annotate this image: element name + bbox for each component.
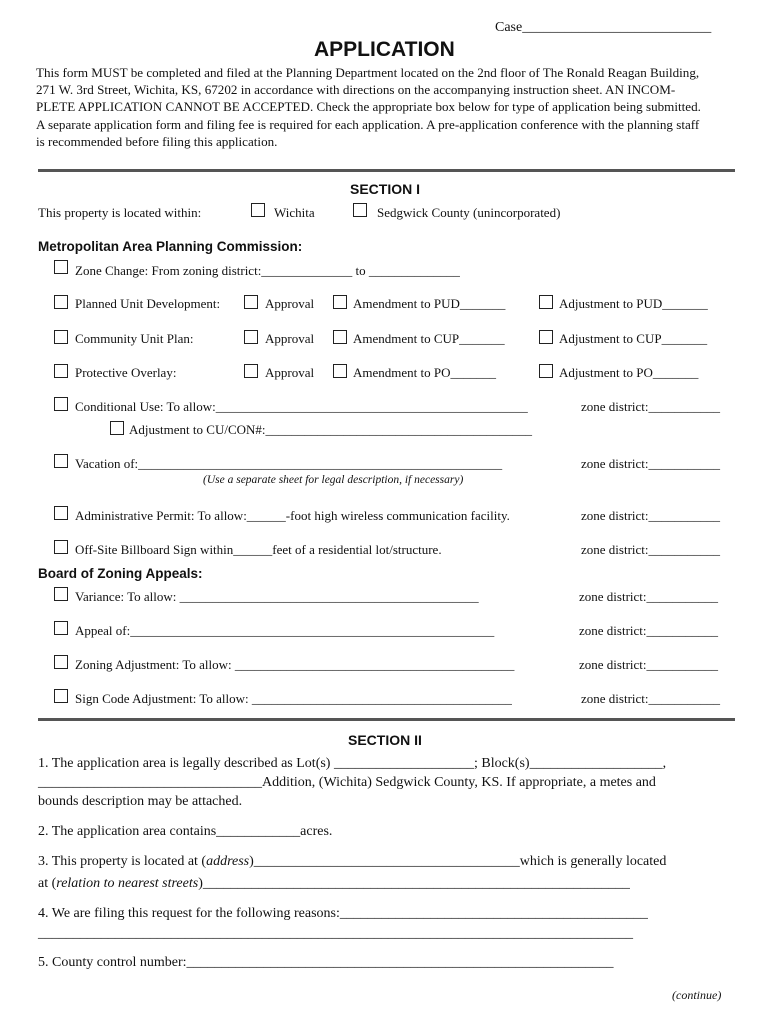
vacation-field[interactable]: Vacation of:________________________________________________________: [75, 456, 503, 471]
cup-label: Community Unit Plan:: [75, 331, 194, 346]
intro-line: This form MUST be completed and filed at the Planning Department located on the 2nd floor of The Ronald Reagan Building,: [36, 65, 700, 80]
cup-adjustment-checkbox[interactable]: [539, 330, 553, 344]
cup-approval-checkbox[interactable]: [244, 330, 258, 344]
sedgwick-county-label: Sedgwick County (unincorporated): [377, 205, 561, 220]
po-label: Protective Overlay:: [75, 365, 177, 380]
adjustment-cu-checkbox[interactable]: [110, 421, 124, 435]
case-number-field[interactable]: Case___________________________: [495, 20, 712, 35]
intro-line: 271 W. 3rd Street, Wichita, KS, 67202 in accordance with directions on the accompanying instruction sheet. AN INCOM-: [36, 82, 676, 98]
address-field[interactable]: 3. This property is located at (address)______________________________________which is generally located: [38, 854, 667, 869]
po-approval-checkbox[interactable]: [244, 364, 258, 378]
admin-permit-checkbox[interactable]: [54, 506, 68, 520]
conditional-use-field[interactable]: Conditional Use: To allow:________________________________________________: [75, 399, 528, 414]
po-adjustment-checkbox[interactable]: [539, 364, 553, 378]
pud-label: Planned Unit Development:: [75, 296, 221, 311]
location-label: This property is located within:: [38, 205, 202, 220]
acres-field[interactable]: 2. The application area contains____________acres.: [38, 824, 333, 839]
sedgwick-county-checkbox[interactable]: [353, 203, 367, 217]
po-adjustment-field[interactable]: Adjustment to PO_______: [559, 365, 699, 380]
billboard-checkbox[interactable]: [54, 540, 68, 554]
zoning-adjustment-field[interactable]: Zoning Adjustment: To allow: ___________________________________________: [75, 657, 515, 672]
po-amendment-field[interactable]: Amendment to PO_______: [353, 365, 496, 380]
pud-adjustment-field[interactable]: Adjustment to PUD_______: [559, 296, 708, 311]
zone-change-checkbox[interactable]: [54, 260, 68, 274]
continue-note: (continue): [672, 988, 722, 1002]
sign-code-field[interactable]: Sign Code Adjustment: To allow: ________________________________________: [75, 691, 512, 706]
po-amendment-checkbox[interactable]: [333, 364, 347, 378]
adjustment-cu-field[interactable]: Adjustment to CU/CON#:_________________________________________: [129, 422, 533, 437]
intro-line: A separate application form and filing fee is required for each application. A pre-application conference with the planning staff: [36, 116, 700, 132]
variance-field[interactable]: Variance: To allow: ______________________________________________: [75, 589, 479, 604]
section-2-title: SECTION II: [348, 732, 422, 748]
billboard-field[interactable]: Off-Site Billboard Sign within______feet of a residential lot/structure.: [75, 542, 442, 557]
section-1-title: SECTION I: [350, 181, 421, 197]
reasons-field[interactable]: 4. We are filing this request for the following reasons:____________________________________________: [38, 906, 648, 921]
zone-district-field[interactable]: zone district:___________: [581, 542, 721, 557]
cup-amendment-field[interactable]: Amendment to CUP_______: [353, 331, 505, 346]
reasons-field-line-2[interactable]: _____________________________________________________________________________________: [38, 926, 633, 941]
county-control-number-field[interactable]: 5. County control number:_____________________________________________________________: [38, 955, 614, 970]
section-divider: [38, 169, 735, 172]
sign-code-checkbox[interactable]: [54, 689, 68, 703]
section-divider: [38, 718, 735, 721]
intro-paragraph: [36, 64, 742, 150]
q1-note: bounds description may be attached.: [38, 794, 243, 809]
intro-line: is recommended before filing this application.: [36, 133, 278, 149]
zoning-adjustment-checkbox[interactable]: [54, 655, 68, 669]
zone-district-field[interactable]: zone district:___________: [581, 456, 721, 471]
zone-district-field[interactable]: zone district:___________: [581, 508, 721, 523]
zone-district-field[interactable]: zone district:___________: [581, 691, 721, 706]
cup-checkbox[interactable]: [54, 330, 68, 344]
vacation-checkbox[interactable]: [54, 454, 68, 468]
zone-district-field[interactable]: zone district:___________: [579, 657, 719, 672]
pud-approval-checkbox[interactable]: [244, 295, 258, 309]
pud-approval-label: Approval: [265, 296, 315, 311]
appeal-checkbox[interactable]: [54, 621, 68, 635]
mapc-heading: Metropolitan Area Planning Commission:: [38, 239, 303, 254]
po-checkbox[interactable]: [54, 364, 68, 378]
pud-amendment-checkbox[interactable]: [333, 295, 347, 309]
zone-district-field[interactable]: zone district:___________: [579, 623, 719, 638]
po-approval-label: Approval: [265, 365, 315, 380]
conditional-use-checkbox[interactable]: [54, 397, 68, 411]
addition-field[interactable]: ________________________________Addition, (Wichita) Sedgwick County, KS. If appropriate, a metes and: [38, 775, 656, 790]
pud-adjustment-checkbox[interactable]: [539, 295, 553, 309]
cup-approval-label: Approval: [265, 331, 315, 346]
zone-change-field[interactable]: Zone Change: From zoning district:______________ to ______________: [75, 263, 460, 278]
wichita-checkbox[interactable]: [251, 203, 265, 217]
admin-permit-field[interactable]: Administrative Permit: To allow:______-foot high wireless communication facility.: [75, 508, 510, 523]
zone-district-field[interactable]: zone district:___________: [581, 399, 721, 414]
appeal-field[interactable]: Appeal of:________________________________________________________: [75, 623, 495, 638]
zone-district-field[interactable]: zone district:___________: [579, 589, 719, 604]
variance-checkbox[interactable]: [54, 587, 68, 601]
cup-amendment-checkbox[interactable]: [333, 330, 347, 344]
page-title: APPLICATION: [314, 38, 455, 61]
cup-adjustment-field[interactable]: Adjustment to CUP_______: [559, 331, 708, 346]
vacation-note: (Use a separate sheet for legal description, if necessary): [203, 474, 464, 486]
intro-line: PLETE APPLICATION CANNOT BE ACCEPTED. Check the appropriate box below for type of application being submitted.: [36, 99, 701, 115]
pud-checkbox[interactable]: [54, 295, 68, 309]
legal-description-field[interactable]: 1. The application area is legally described as Lot(s) ____________________; Block(s)___________________,: [38, 756, 667, 771]
nearest-streets-field[interactable]: at (relation to nearest streets)_____________________________________________________________: [38, 876, 630, 891]
bza-heading: Board of Zoning Appeals:: [38, 566, 203, 581]
pud-amendment-field[interactable]: Amendment to PUD_______: [353, 296, 506, 311]
wichita-label: Wichita: [274, 205, 315, 220]
